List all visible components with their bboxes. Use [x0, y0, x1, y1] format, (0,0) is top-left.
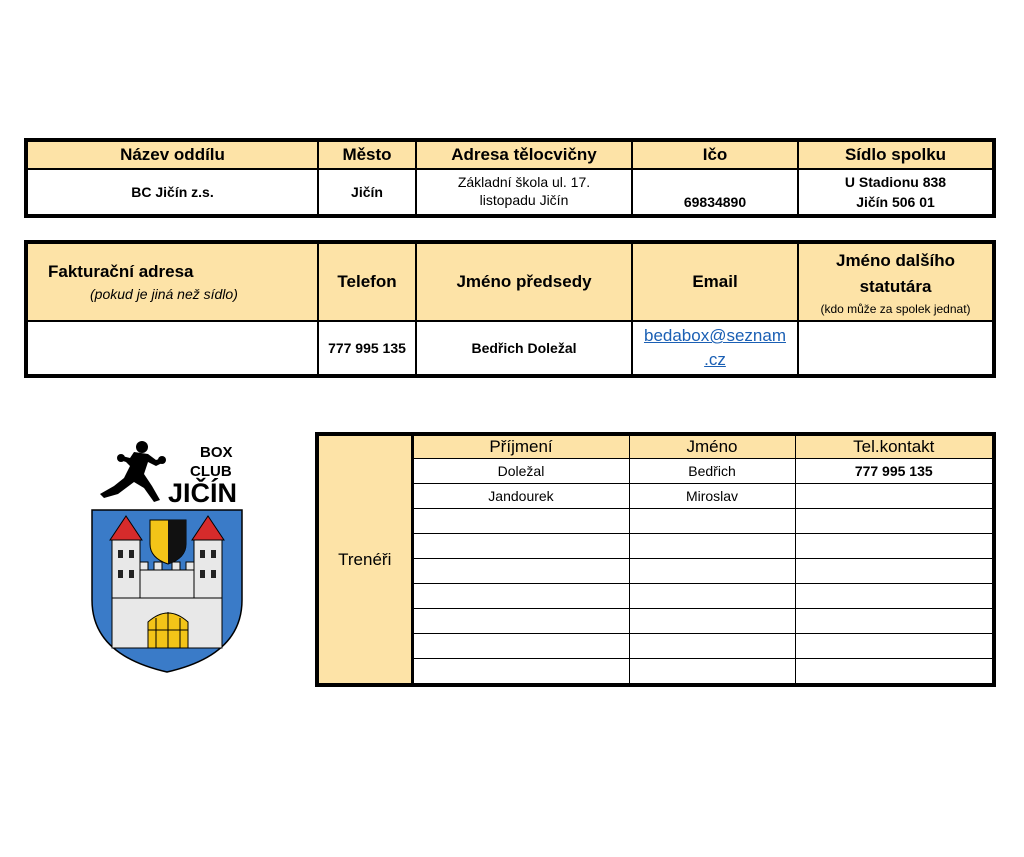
table-row	[317, 659, 994, 686]
billing-value[interactable]	[26, 321, 318, 376]
statutory-header-note: (kdo může za spolek jednat)	[820, 302, 971, 316]
table-row	[317, 534, 994, 559]
trainer-phone-cell[interactable]	[795, 559, 994, 584]
header-first-name: Jméno	[629, 434, 795, 459]
trainer-phone-cell[interactable]	[795, 659, 994, 686]
header-chair: Jméno předsedy	[416, 242, 632, 321]
table-row	[317, 609, 994, 634]
trainer-first-name-cell[interactable]: Miroslav	[629, 484, 795, 509]
statutory-value[interactable]	[798, 321, 994, 376]
box-club-jicin-logo	[90, 440, 245, 675]
trainer-surname-cell[interactable]	[412, 609, 629, 634]
trainer-surname-cell[interactable]	[412, 534, 629, 559]
trainer-surname-cell[interactable]	[412, 584, 629, 609]
club-info-table	[24, 138, 996, 218]
club-info-value-row	[26, 169, 994, 216]
gym-address-line1: Základní škola ul. 17.	[457, 174, 591, 190]
trainer-phone-cell[interactable]	[795, 584, 994, 609]
header-seat: Sídlo spolku	[798, 140, 994, 169]
trainer-first-name-cell[interactable]	[629, 534, 795, 559]
boxer-silhouette-icon	[100, 441, 166, 502]
trainer-surname-cell[interactable]	[412, 509, 629, 534]
contact-table	[24, 240, 996, 378]
email-link-line1[interactable]: bedabox@seznam	[643, 326, 786, 345]
header-city: Město	[318, 140, 416, 169]
seat-line2: Jičín 506 01	[856, 194, 935, 210]
city-value[interactable]: Jičín	[318, 169, 416, 216]
header-ico: Ičo	[632, 140, 798, 169]
billing-header-note: (pokud je jiná než sídlo)	[90, 286, 238, 302]
trainer-phone-cell[interactable]	[795, 509, 994, 534]
trainer-first-name-cell[interactable]	[629, 609, 795, 634]
header-phone: Telefon	[318, 242, 416, 321]
trainer-surname-cell[interactable]: Jandourek	[412, 484, 629, 509]
statutory-header-label: Jméno dalšího statutára	[835, 251, 956, 296]
seat-value[interactable]	[798, 169, 994, 216]
phone-value[interactable]: 777 995 135	[318, 321, 416, 376]
city-coat-of-arms-icon	[92, 510, 242, 672]
header-club-name: Název oddílu	[26, 140, 318, 169]
gym-address-line2: listopadu Jičín	[479, 192, 569, 208]
table-row	[317, 634, 994, 659]
ico-value[interactable]: 69834890	[632, 169, 798, 216]
table-row	[317, 559, 994, 584]
trainer-first-name-cell[interactable]	[629, 659, 795, 686]
header-gym-address: Adresa tělocvičny	[416, 140, 632, 169]
logo-text-club: CLUB	[190, 463, 232, 480]
contact-header-row	[26, 242, 994, 321]
header-billing-address	[26, 242, 318, 321]
trainers-side-label: Trenéři	[317, 434, 412, 685]
trainer-surname-cell[interactable]	[412, 659, 629, 686]
table-row	[317, 584, 994, 609]
gym-address-value[interactable]	[416, 169, 632, 216]
trainer-first-name-cell[interactable]: Bedřich	[629, 459, 795, 484]
trainers-table	[315, 432, 996, 687]
contact-value-row	[26, 321, 994, 376]
trainer-phone-cell[interactable]	[795, 634, 994, 659]
trainer-phone-cell[interactable]: 777 995 135	[795, 459, 994, 484]
trainer-first-name-cell[interactable]	[629, 584, 795, 609]
trainer-first-name-cell[interactable]	[629, 634, 795, 659]
billing-header-label: Fakturační adresa	[48, 262, 194, 281]
trainer-phone-cell[interactable]	[795, 534, 994, 559]
club-name-value[interactable]: BC Jičín z.s.	[26, 169, 318, 216]
trainer-first-name-cell[interactable]	[629, 559, 795, 584]
club-info-header-row	[26, 140, 994, 169]
chair-value[interactable]: Bedřich Doležal	[416, 321, 632, 376]
seat-line1: U Stadionu 838	[844, 174, 947, 190]
table-row	[317, 484, 994, 509]
trainer-surname-cell[interactable]	[412, 559, 629, 584]
header-statutory	[798, 242, 994, 321]
trainer-phone-cell[interactable]	[795, 484, 994, 509]
logo-text-jicin: JIČÍN	[168, 478, 238, 508]
header-email: Email	[632, 242, 798, 321]
trainer-first-name-cell[interactable]	[629, 509, 795, 534]
table-row	[317, 459, 994, 484]
email-value[interactable]	[632, 321, 798, 376]
email-link-line2[interactable]: .cz	[704, 350, 726, 369]
trainers-header-row	[317, 434, 994, 459]
trainer-phone-cell[interactable]	[795, 609, 994, 634]
logo-text-box: BOX	[200, 444, 233, 461]
header-surname: Příjmení	[412, 434, 629, 459]
table-row	[317, 509, 994, 534]
trainer-surname-cell[interactable]	[412, 634, 629, 659]
header-phone-contact: Tel.kontakt	[795, 434, 994, 459]
trainer-surname-cell[interactable]: Doležal	[412, 459, 629, 484]
